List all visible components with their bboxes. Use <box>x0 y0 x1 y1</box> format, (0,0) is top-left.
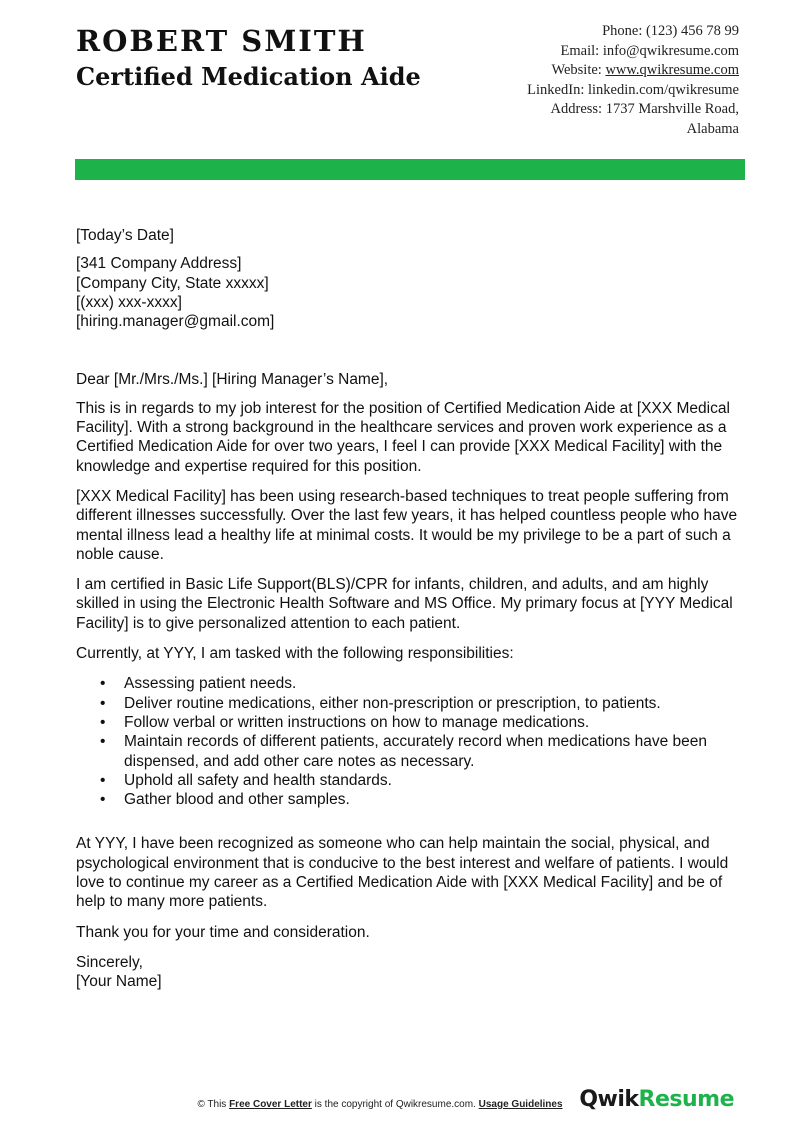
accent-divider <box>75 159 745 180</box>
recipient-line: [hiring.manager@gmail.com] <box>76 313 275 331</box>
usage-guidelines-link[interactable]: Usage Guidelines <box>478 1099 563 1110</box>
recipient-line: [341 Company Address] <box>76 255 242 273</box>
contact-website <box>479 61 739 81</box>
recipient-line: [Company City, State xxxxx] <box>76 274 269 292</box>
paragraph: [XXX Medical Facility] has been using research-based techniques to treat people suffering from different illnesses successfully. Over the last few years, it has helped countless people who have mental illness lead a healthy life at minimal costs. It would be my privilege to be a part of such a noble cause. <box>76 487 738 563</box>
job-title: Certified Medication Aide <box>76 62 421 91</box>
responsibilities-list <box>76 674 744 809</box>
contact-linkedin: LinkedIn: linkedin.com/qwikresume <box>527 81 739 98</box>
signature: [Your Name] <box>76 973 162 991</box>
contact-address-line1: Address: 1737 Marshville Road, <box>550 101 739 117</box>
thanks-line: Thank you for your time and consideration. <box>76 923 370 941</box>
qwikresume-logo <box>579 1087 734 1112</box>
list-item: • Gather blood and other samples. <box>76 790 744 809</box>
list-item: • Assessing patient needs. <box>76 674 744 693</box>
recipient-address <box>76 254 744 331</box>
footer-middle: is the copyright of Qwikresume.com. <box>311 1099 479 1110</box>
list-item: • Deliver routine medications, either non-prescription or prescription, to patients. <box>76 694 744 713</box>
closing-paragraph: At YYY, I have been recognized as someone who can help maintain the social, physical, and psychological environment that is conducive to the best interest and welfare of patients. I would love to continue my career as a Certified Medication Aide with [XXX Medical Facility] and be of help to many more patients. <box>76 835 729 911</box>
contact-address-line2: Alabama <box>686 120 739 137</box>
footer-prefix: © This <box>197 1099 230 1110</box>
logo-part-qwik: Qwik <box>579 1087 639 1112</box>
website-link[interactable]: www.qwikresume.com <box>605 62 739 78</box>
greeting: Dear [Mr./Mrs./Ms.] [Hiring Manager’s Name], <box>76 371 389 389</box>
contact-block <box>479 22 739 139</box>
list-item: • Follow verbal or written instructions on how to manage medications. <box>76 713 744 732</box>
recipient-line: [(xxx) xxx-xxxx] <box>76 293 182 311</box>
logo-part-resume: Resume <box>638 1087 734 1112</box>
applicant-name: ROBERT SMITH <box>76 24 367 58</box>
free-cover-letter-link[interactable]: Free Cover Letter <box>229 1099 312 1110</box>
letter-date: [Today’s Date] <box>76 227 174 244</box>
paragraph: Currently, at YYY, I am tasked with the following responsibilities: <box>76 645 514 663</box>
list-item: • Uphold all safety and health standards. <box>76 771 744 790</box>
website-label: Website: <box>551 62 606 78</box>
paragraph: This is in regards to my job interest for the position of Certified Medication Aide at [XXX Medical Facility]. With a strong background in the healthcare services and proven work experience as a Certified Medication Aide for over two years, I feel I can provide [XXX Medical Facility] with the knowledge and expertise required for this position. <box>76 399 730 475</box>
contact-phone: Phone: (123) 456 78 99 <box>602 23 739 39</box>
list-item: • Maintain records of different patients, accurately record when medications have been dispensed, and add other care notes as necessary. <box>76 732 744 771</box>
contact-email: Email: info@qwikresume.com <box>560 42 739 59</box>
paragraph: I am certified in Basic Life Support(BLS)/CPR for infants, children, and adults, and am highly skilled in using the Electronic Health Software and MS Office. My primary focus at [YYY Medical Facility] is to give personalized attention to each patient. <box>76 576 733 632</box>
signoff: Sincerely, <box>76 953 143 971</box>
letter-body <box>76 226 744 992</box>
